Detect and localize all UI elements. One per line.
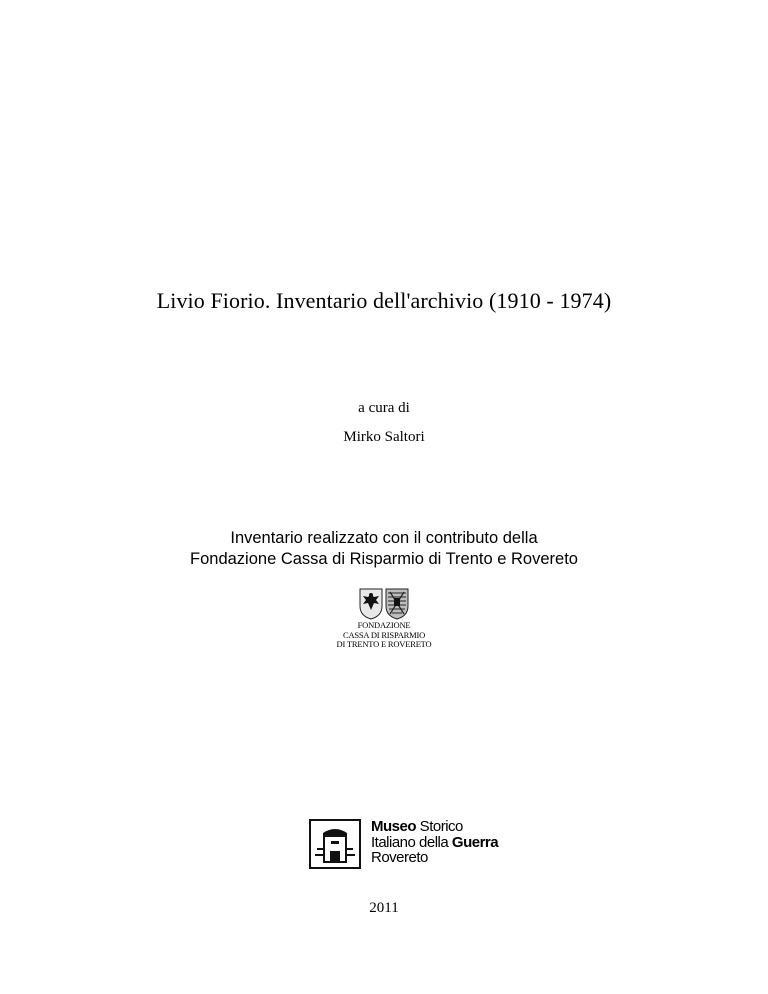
museo-logo-line-1-bold: Museo [371, 818, 417, 835]
museo-logo-line-2-regular: Italiano della [371, 833, 452, 851]
contribution-line-1: Inventario realizzato con il contributo della [230, 529, 538, 547]
museo-logo-line-2 [371, 835, 498, 851]
museo-logo-line-1-regular: Storico [416, 818, 463, 835]
fondazione-logo-line-3: DI TRENTO E ROVERETO [336, 639, 432, 649]
fondazione-emblem-icon [354, 588, 414, 620]
museo-logo-line-3: Rovereto [371, 849, 428, 866]
document-title: Livio Fiorio. Inventario dell'archivio (1910 - 1974) [156, 288, 612, 313]
fondazione-logo [318, 588, 450, 652]
museo-logo [309, 819, 499, 871]
fondazione-logo-line-1: FONDAZIONE [357, 620, 411, 630]
museo-logo-text [371, 819, 498, 866]
contribution-line-2: Fondazione Cassa di Risparmio di Trento e Rovereto [190, 550, 578, 568]
museo-logo-line-1 [371, 819, 498, 835]
fondazione-logo-text [318, 621, 450, 650]
contribution-note [0, 528, 768, 570]
museo-logo-line-2-bold: Guerra [451, 833, 499, 851]
editor-name: Mirko Saltori [343, 429, 425, 445]
editor-intro: a cura di [358, 400, 410, 416]
castle-tower-icon [309, 819, 361, 869]
fondazione-logo-line-2: CASSA DI RISPARMIO [342, 629, 426, 640]
publication-year: 2011 [369, 900, 399, 916]
